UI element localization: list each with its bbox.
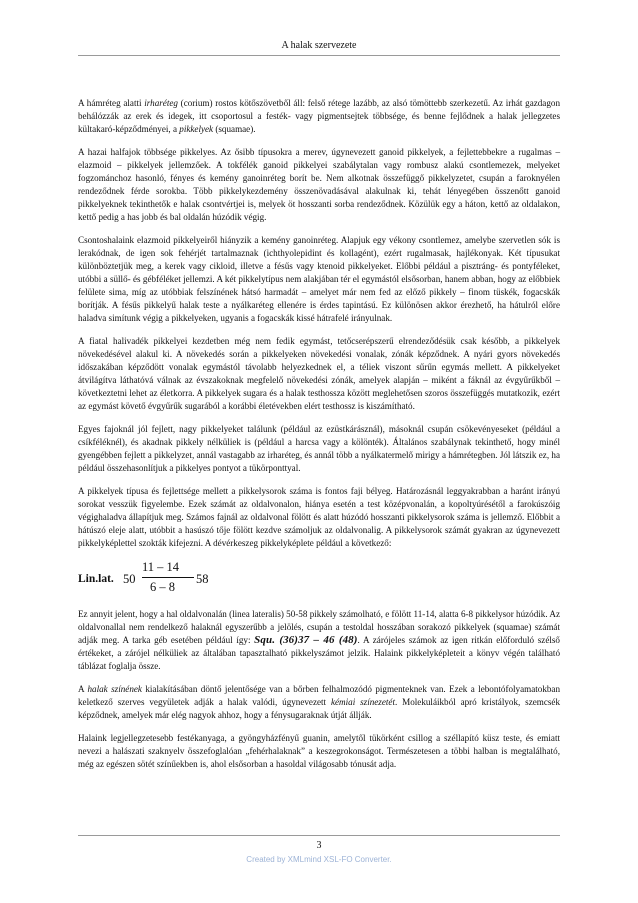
paragraph-8	[78, 683, 560, 722]
scale-formula-squ: Squ. (36)37 – 46 (48)	[254, 634, 358, 646]
paragraph-4: A fiatal halivadék pikkelyei kezdetben még nem fedik egymást, tetőcserépszerű elrendeződésük csak később, a pikkelyek növekedésével alakul ki. A növekedés során a pikkelyeken növekedési vonalak, zónák képződnek. A nyári gyors növekedés időszakában képződött vonalak egymástól távolabb helyezkednek el, a téliek viszont sűrűn egymás mellett. A pikkelyeket átvilágítva láthatóvá válnak az évszakoknak megfelelő növekedési zónák, amelyek alapján – miként a fáknál az évgyűrűkből – következtetni lehet az életkorra. A pikkelyek sugara és a halak testhossza között meglehetősen szoros összefüggés mutatkozik, ezért az egymást követő évgyűrűk sugarából a korábbi életévekben elért testhossz is kiszámítható.	[78, 336, 560, 411]
page-body	[78, 97, 560, 781]
formula-numerator: 11 – 14	[142, 560, 180, 574]
text-run: Ez annyit jelent, hogy a hal oldalvonalán (linea lateralis) 50-58 pikkely számolható, e fölött 11-14, alatta 6-8 pikkelysor húzódik. Az oldalvonallal nem rendelkező halaknál egyszerűbb a jelölés, csupán a testoldal hosszában sorakozó pikkelyek (squamae) számát adják meg. A tarka géb esetében például így:	[78, 609, 560, 645]
term-irhareteg: irharéteg	[144, 98, 178, 108]
text-run: . Molekuláikból apró kristályok, szemcsék képződnek, amelyek már elég nagyok ahhoz, hogy a fénysugaraknak útját állják.	[78, 697, 560, 720]
header-title: A halak szervezete	[281, 40, 357, 51]
formula-denominator: 6 – 8	[150, 580, 175, 594]
paragraph-5: Egyes fajoknál jól fejlett, nagy pikkelyeket találunk (például az ezüstkárásznál), másoknál csupán csökevényeseket (például a csíkféléknél), és akadnak pikkely nélküliek is (például a harcsa vagy a kölönték). Általános szabálynak tekinthető, hogy minél gyengébben fejlett a pikkelyzet, annál vastagabb az irharéteg, és annál több a nyálkatermelő mirigy a hámrétegben. Jól látszik ez, ha például összehasonlítjuk a pikkelyes pontyot a tükörponttyal.	[78, 424, 560, 473]
formula-label: Lin.lat.	[78, 573, 114, 585]
paragraph-2: A hazai halfajok többsége pikkelyes. Az ősibb típusokra a merev, úgynevezett ganoid pikkelyek, a fejlettebbekre a rugalmas – elazmoid – pikkelyek jellemzőek. A tokfélék ganoid pikkelyei szabálytalan vagy rombusz alakú csontlemezek, melyeket fogzománchoz hasonló, fényes és kemény ganoinréteg borít be. Nem alkotnak összefüggő pikkelyzetet, csupán a faroknyélen rendeződnek férde sorokba. Több pikkelykezdemény összenövadásával alakulnak ki, tehát lényegében összenőtt ganoid pikkelyeknek tekinthetők e halak csontvértjei is, melyek öt hosszanti sorba rendeződnek. Közülük egy a háton, kettő az oldalakon, kettő pedig a has jobb és bal oldalán húzódik végig.	[78, 147, 560, 222]
text-run: A hámréteg alatti	[78, 98, 145, 108]
text-run: A	[78, 684, 88, 694]
page-number: 3	[316, 840, 322, 851]
paragraph-6: A pikkelyek típusa és fejlettsége mellett a pikkelysorok száma is fontos faji bélyeg. Határozásnál leggyakrabban a haránt irányú sorokat vesszük figyelembe. Ezek számát az oldalvonalon, hiánya esetén a test középvonalán, a kopoltyúrésétől a farokúszóig végighaladva állapítjuk meg. Számos fajnál az oldalvonal fölött és alatt húzódó hosszanti pikkelysorok száma is jellemző. Előbbit a hátúszó eleje alatt, utóbbit a hasúszó tője fölött kezdve számoljuk az oldalvonalig. A pikkelysorok számát gyakran az úgynevezett pikkelyképlettel szokták kifejezni. A dévérkeszeg pikkelyképlete például a következő:	[78, 486, 560, 548]
paragraph-3: Csontoshalaink elazmoid pikkelyeiről hiányzik a kemény ganoinréteg. Alapjuk egy vékony csontlemez, amelybe szervetlen sók is lerakódnak, de igen sok fehérjét tartalmaznak (ichthyolepidint és kollagént), ezért rugalmasak, hajlékonyak. Két típusukat különböztetjük meg, a kerek vagy cikloid, illetve a fésűs vagy ktenoid pikkelyeket. Előbbi például a pisztráng- és pontyféleket, utóbbi a süllő- és gébféléket jellemzi. A két pikkelytípus nem alakjában tér el egymástól elsősorban, hanem abban, hogy az előbbiek felülete sima, míg az utóbbiak felszínének hátsó harmadát – amelyet már nem fed az előző pikkely – finom tüskék, fogacskák borítják. A fésűs pikkelyű halak teste a nyálkaréteg ellenére is érdes tapintású. Ez különösen akkor érezhető, ha hátulról előre haladva simítunk végig a pikkelyeken, ugyanis a fogacskák kissé hátrafelé irányulnak.	[78, 235, 560, 323]
footer-rule	[78, 835, 560, 836]
text-run: (squamae).	[213, 124, 256, 134]
fraction-bar	[142, 577, 194, 578]
formula-trail-value: 58	[196, 572, 209, 586]
scale-formula-lin-lat	[78, 560, 560, 598]
term-kemiai-szinezet: kémiai színezetét	[330, 697, 395, 707]
text-run: . A zárójeles számok az igen ritkán előforduló szélső értékeket, a zárójel nélküliek az általában tapasztalható pikkelyszámot jelzik. Halaink pikkelyképleteit a könyv végén található táblázat foglalja össze.	[78, 635, 560, 671]
text-run: kialakításában döntő jelentősége van a bőrben felhalmozódó pigmenteknek van. Ezek a lebontófolyamatokban keletkező szerves vegyületek adják a halak valódi, úgynevezett	[78, 684, 560, 707]
header-rule	[78, 55, 560, 56]
term-pikkelyek: pikkelyek	[179, 124, 214, 134]
converter-credit: Created by XMLmind XSL-FO Converter.	[246, 855, 392, 864]
text-run: (corium) rostos kötőszövetből áll: felső rétege lazább, az alsó tömöttebb szerkezetű. Az irhát gazdagon behálózzák az erek és idegek, itt csoportosul a festék- vagy pigmentsejtek többsége, és benne fejlődnek a halak jellegzetes kültakaró-képződményei, a	[78, 98, 560, 134]
term-halak-szinenek: halak színének	[87, 684, 142, 694]
paragraph-9: Halaink legjellegzetesebb festékanyaga, a gyöngyházfényű guanin, amelytől tükörként csillog a széllapító küsz teste, és emiatt nevezi a halászati szaknyelv összefoglalóan „fehérhalaknak” a keszegrokonságot. Természetesen a többi halban is megtalálható, még az egészen sötét színűekben is, ahol elsősorban a hasoldal világosabb tónusát adja.	[78, 733, 560, 769]
formula-lead-value: 50	[123, 572, 136, 586]
paragraph-1	[78, 97, 560, 136]
paragraph-7	[78, 608, 560, 673]
